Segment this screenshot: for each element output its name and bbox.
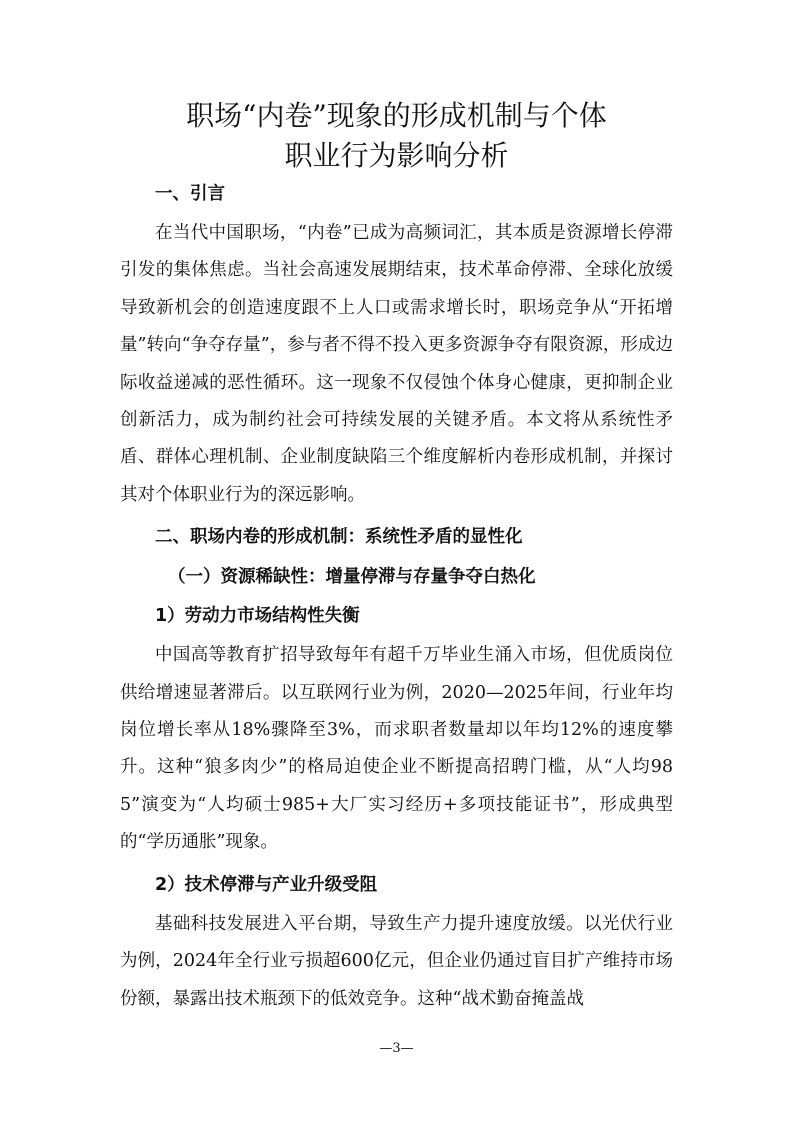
labor-market-paragraph: 中国高等教育扩招导致每年有超千万毕业生涌入市场，但优质岗位供给增速显著滞后。以互联网行业为例，2020—2025年间，行业年均岗位增长率从18%骤降至3%，而求职者数量却以年均12%的速度攀升。这种“狼多肉少”的格局迫使企业不断提高招聘门槛，从“人均985”演变为“人均硕士985+大厂实习经历+多项技能证书”，形成典型的“学历通胀”现象。	[120, 645, 673, 853]
subsection-heading-scarcity: （一）资源稀缺性：增量停滞与存量争夺白热化	[168, 567, 536, 588]
document-body	[120, 175, 673, 1022]
section-heading-intro: 一、引言	[155, 184, 225, 204]
intro-paragraph: 在当代中国职场，“内卷”已成为高频词汇，其本质是资源增长停滞引发的集体焦虑。当社会高速发展期结束，技术革命停滞、全球化放缓导致新机会的创造速度跟不上人口或需求增长时，职场竞争从“开拓增量”转向“争夺存量”，参与者不得不投入更多资源争夺有限资源，形成边际收益递减的恶性循环。这一现象不仅侵蚀个体身心健康，更抑制企业创新活力，成为制约社会可持续发展的关键矛盾。本文将从系统性矛盾、群体心理机制、企业制度缺陷三个维度解析内卷形成机制，并探讨其对个体职业行为的深远影响。	[120, 223, 673, 505]
title-line-2: 职业行为影响分析	[284, 139, 509, 172]
document-title	[120, 96, 673, 176]
tech-stagnation-paragraph: 基础科技发展进入平台期，导致生产力提升速度放缓。以光伏行业为例，2024年全行业亏损超600亿元，但企业仍通过盲目扩产维持市场份额，暴露出技术瓶颈下的低效竞争。这种“战术勤奋掩盖战	[120, 913, 673, 1009]
title-line-1: 职场“内卷”现象的形成机制与个体	[186, 99, 607, 132]
page-number: —3—	[379, 1041, 414, 1056]
item-heading-tech-stagnation: 2）技术停滞与产业升级受阻	[155, 874, 378, 895]
section-heading-mechanism: 二、职场内卷的形成机制：系统性矛盾的显性化	[155, 527, 523, 548]
item-heading-labor-market: 1）劳动力市场结构性失衡	[155, 606, 360, 627]
